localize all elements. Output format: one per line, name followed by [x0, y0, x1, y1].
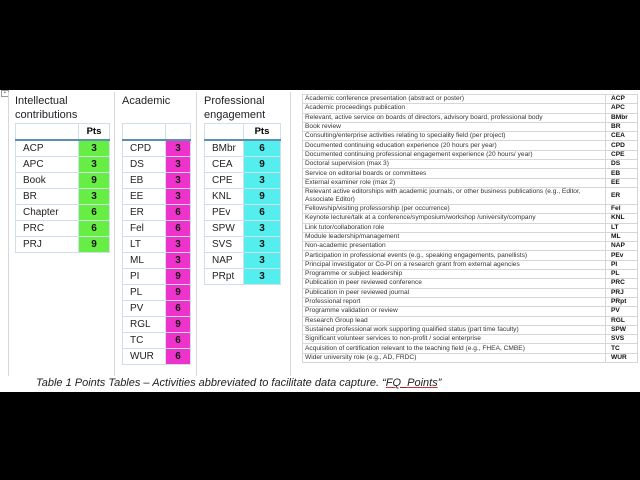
activity-description: Relevant active editorships with academic journals, or other business publications (e.g., Editor, Associate Editor) [303, 187, 606, 204]
activity-abbreviation: NAP [606, 242, 638, 251]
table-row [205, 140, 281, 157]
activity-code: WUR [123, 349, 166, 365]
activity-code: PRpt [205, 269, 244, 285]
activity-description: Documented continuing professional engagement experience (20 hours/ year) [303, 150, 606, 159]
document-page [0, 90, 640, 392]
activity-code: SPW [205, 221, 244, 237]
activity-code: DS [123, 157, 166, 173]
activity-code: KNL [205, 189, 244, 205]
activity-code: CPD [123, 140, 166, 157]
frame-divider [8, 92, 9, 376]
activity-abbreviation: EB [606, 169, 638, 178]
activity-abbreviation: CEA [606, 132, 638, 141]
academic-points-table [122, 123, 191, 365]
activity-code: NAP [205, 253, 244, 269]
table-row [16, 157, 110, 173]
legend-row [303, 279, 638, 288]
activity-abbreviation: RGL [606, 316, 638, 325]
legend-row [303, 353, 638, 362]
activity-code: PRJ [16, 237, 79, 253]
activity-description: Publication in peer reviewed conference [303, 279, 606, 288]
points-value: 3 [244, 253, 281, 269]
activity-description: Acquisition of certification relevant to the teaching field (e.g., FHEA, CMBE) [303, 344, 606, 353]
points-value: 3 [166, 253, 191, 269]
points-value: 9 [166, 317, 191, 333]
legend-row [303, 187, 638, 204]
activity-code: CPE [205, 173, 244, 189]
activity-code: BMbr [205, 140, 244, 157]
points-value: 3 [166, 157, 191, 173]
points-value: 6 [166, 333, 191, 349]
table-row [16, 205, 110, 221]
activity-abbreviation: ML [606, 232, 638, 241]
column-header-code [205, 124, 244, 141]
abbreviation-legend-table [302, 94, 638, 363]
points-value: 3 [166, 140, 191, 157]
activity-code: PL [123, 285, 166, 301]
activity-code: ER [123, 205, 166, 221]
points-value: 3 [244, 221, 281, 237]
activity-abbreviation: WUR [606, 353, 638, 362]
frame-divider [114, 92, 115, 376]
activity-description: Wider university role (e.g., AD, FRDC) [303, 353, 606, 362]
activity-abbreviation: EE [606, 178, 638, 187]
legend-row [303, 160, 638, 169]
table-row [123, 349, 191, 365]
activity-code: LT [123, 237, 166, 253]
activity-description: Service on editorial boards or committees [303, 169, 606, 178]
table-row [205, 157, 281, 173]
legend-row [303, 325, 638, 334]
activity-abbreviation: CPE [606, 150, 638, 159]
points-value: 9 [244, 157, 281, 173]
table-row [123, 333, 191, 349]
legend-row [303, 122, 638, 131]
activity-abbreviation: PI [606, 260, 638, 269]
column-header-pts: Pts [244, 124, 281, 141]
activity-description: Programme validation or review [303, 307, 606, 316]
legend-row [303, 232, 638, 241]
table-row [205, 269, 281, 285]
points-value: 9 [166, 285, 191, 301]
activity-description: Significant volunteer services to non-profit / social enterprise [303, 335, 606, 344]
table-row [205, 253, 281, 269]
column-header-pts: Pts [79, 124, 110, 141]
activity-abbreviation: BR [606, 122, 638, 131]
legend-row [303, 316, 638, 325]
activity-abbreviation: CPD [606, 141, 638, 150]
legend-row [303, 113, 638, 122]
activity-description: Non-academic presentation [303, 242, 606, 251]
table-row [16, 189, 110, 205]
legend-row [303, 270, 638, 279]
frame-divider [196, 92, 197, 376]
points-value: 3 [166, 189, 191, 205]
points-value: 3 [244, 237, 281, 253]
legend-row [303, 104, 638, 113]
activity-abbreviation: ER [606, 187, 638, 204]
activity-description: Professional report [303, 297, 606, 306]
table-caption: Table 1 Points Tables – Activities abbreviated to facilitate data capture. “FQ_Points” [36, 377, 442, 389]
table-row [205, 173, 281, 189]
section-title-academic: Academic [122, 95, 171, 107]
frame-divider [290, 92, 291, 376]
activity-description: Publication in peer reviewed journal [303, 288, 606, 297]
table-row [123, 317, 191, 333]
activity-description: Documented continuing education experience (20 hours per year) [303, 141, 606, 150]
legend-row [303, 150, 638, 159]
activity-description: Academic conference presentation (abstract or poster) [303, 95, 606, 104]
activity-code: SVS [205, 237, 244, 253]
activity-abbreviation: LT [606, 223, 638, 232]
activity-abbreviation: KNL [606, 214, 638, 223]
legend-row [303, 344, 638, 353]
legend-row [303, 132, 638, 141]
activity-abbreviation: BMbr [606, 113, 638, 122]
activity-code: ACP [16, 140, 79, 157]
table-row [123, 189, 191, 205]
points-value: 6 [244, 140, 281, 157]
table-row [16, 140, 110, 157]
points-value: 6 [166, 301, 191, 317]
points-value: 6 [244, 205, 281, 221]
table-row [123, 253, 191, 269]
activity-description: Fellowship/visiting professorship (per occurrence) [303, 204, 606, 213]
points-value: 6 [166, 349, 191, 365]
legend-row [303, 251, 638, 260]
legend-row [303, 141, 638, 150]
table-row [205, 189, 281, 205]
legend-row [303, 307, 638, 316]
professional-points-table [204, 123, 281, 285]
activity-description: Research Group lead [303, 316, 606, 325]
points-value: 3 [79, 140, 110, 157]
table-row [205, 205, 281, 221]
section-title-professional: Professional engagement [204, 95, 266, 121]
points-value: 6 [166, 221, 191, 237]
points-value: 6 [79, 205, 110, 221]
activity-code: CEA [205, 157, 244, 173]
column-header-pts [166, 124, 191, 141]
activity-description: Link tutor/collaboration role [303, 223, 606, 232]
points-value: 3 [166, 237, 191, 253]
legend-row [303, 204, 638, 213]
activity-abbreviation: Fel [606, 204, 638, 213]
table-row [205, 237, 281, 253]
activity-code: TC [123, 333, 166, 349]
activity-code: APC [16, 157, 79, 173]
activity-description: Relevant, active service on boards of directors, advisory board, professional body [303, 113, 606, 122]
table-row [123, 221, 191, 237]
activity-code: Chapter [16, 205, 79, 221]
activity-code: PRC [16, 221, 79, 237]
activity-code: Fel [123, 221, 166, 237]
table-row [16, 173, 110, 189]
legend-row [303, 297, 638, 306]
table-row [123, 173, 191, 189]
points-value: 3 [166, 173, 191, 189]
legend-row [303, 214, 638, 223]
activity-abbreviation: PRC [606, 279, 638, 288]
points-value: 9 [166, 269, 191, 285]
points-value: 3 [244, 173, 281, 189]
activity-abbreviation: ACP [606, 95, 638, 104]
table-row [123, 301, 191, 317]
activity-abbreviation: PL [606, 270, 638, 279]
activity-abbreviation: PRJ [606, 288, 638, 297]
column-header-code [123, 124, 166, 141]
points-value: 9 [244, 189, 281, 205]
activity-abbreviation: DS [606, 160, 638, 169]
activity-abbreviation: SVS [606, 335, 638, 344]
points-value: 3 [244, 269, 281, 285]
activity-description: Keynote lecture/talk at a conference/symposium/workshop /university/company [303, 214, 606, 223]
activity-code: ML [123, 253, 166, 269]
activity-code: PI [123, 269, 166, 285]
activity-abbreviation: SPW [606, 325, 638, 334]
activity-description: Academic proceedings publication [303, 104, 606, 113]
activity-code: BR [16, 189, 79, 205]
table-row [16, 237, 110, 253]
activity-description: Principal investigator or Co-PI on a research grant from external agencies [303, 260, 606, 269]
table-row [205, 221, 281, 237]
legend-row [303, 169, 638, 178]
activity-description: Book review [303, 122, 606, 131]
activity-abbreviation: PRpt [606, 297, 638, 306]
legend-row [303, 223, 638, 232]
table-move-handle-icon[interactable]: + [1, 90, 9, 97]
section-title-intellectual: Intellectual contributions [15, 95, 78, 121]
points-value: 9 [79, 237, 110, 253]
intellectual-points-table [15, 123, 110, 253]
legend-row [303, 288, 638, 297]
activity-abbreviation: PV [606, 307, 638, 316]
points-value: 3 [79, 157, 110, 173]
table-row [123, 205, 191, 221]
activity-code: PEv [205, 205, 244, 221]
table-row [123, 157, 191, 173]
legend-row [303, 242, 638, 251]
activity-description: Consulting/enterprise activities relating to speciality field (per project) [303, 132, 606, 141]
table-row [123, 140, 191, 157]
table-row [123, 269, 191, 285]
table-row [16, 221, 110, 237]
activity-description: Module leadership/management [303, 232, 606, 241]
points-value: 6 [79, 221, 110, 237]
points-value: 6 [166, 205, 191, 221]
activity-code: EB [123, 173, 166, 189]
activity-code: RGL [123, 317, 166, 333]
activity-description: Programme or subject leadership [303, 270, 606, 279]
activity-description: External examiner role (max 2) [303, 178, 606, 187]
activity-abbreviation: APC [606, 104, 638, 113]
legend-row [303, 178, 638, 187]
activity-abbreviation: PEv [606, 251, 638, 260]
activity-code: Book [16, 173, 79, 189]
activity-description: Sustained professional work supporting qualified status (part time faculty) [303, 325, 606, 334]
activity-description: Doctoral supervision (max 3) [303, 160, 606, 169]
table-row [123, 285, 191, 301]
activity-code: PV [123, 301, 166, 317]
table-row [123, 237, 191, 253]
points-value: 9 [79, 173, 110, 189]
legend-row [303, 95, 638, 104]
activity-description: Participation in professional events (e.g., speaking engagements, panellists) [303, 251, 606, 260]
caption-field-link[interactable]: FQ_Points [385, 377, 438, 389]
legend-row [303, 260, 638, 269]
activity-abbreviation: TC [606, 344, 638, 353]
column-header-code [16, 124, 79, 141]
legend-row [303, 335, 638, 344]
activity-code: EE [123, 189, 166, 205]
points-value: 3 [79, 189, 110, 205]
